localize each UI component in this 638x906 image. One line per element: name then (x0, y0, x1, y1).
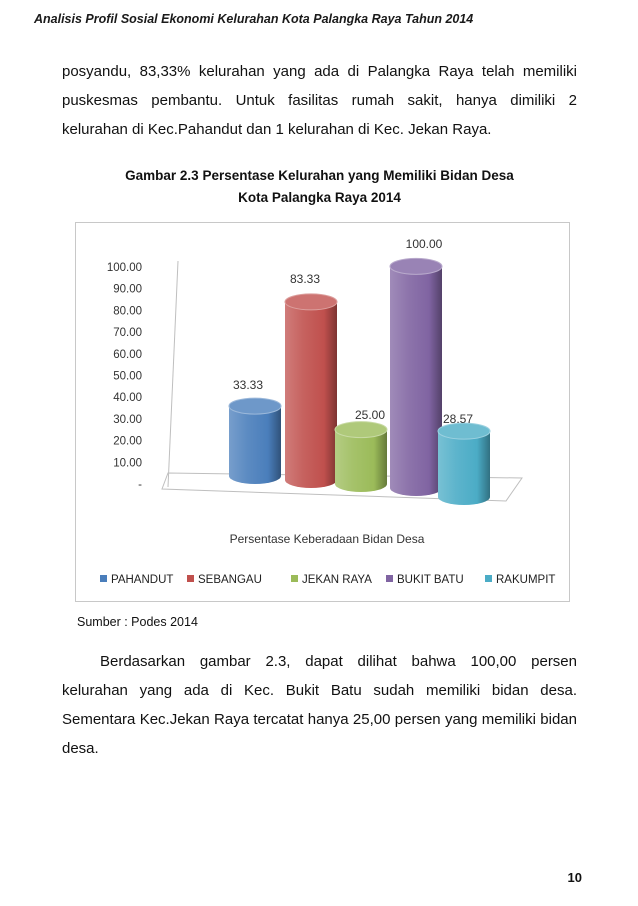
data-label: 25.00 (354, 408, 386, 422)
legend-swatch (291, 575, 298, 582)
data-label: 33.33 (232, 378, 264, 392)
data-label: 28.57 (442, 412, 474, 426)
y-tick-label: 30.00 (113, 413, 142, 426)
y-tick-label: 100.00 (106, 262, 142, 274)
paragraph-line: posyandu, 83,33% kelurahan yang ada di Palangka Raya telah memiliki (62, 63, 577, 80)
legend-label: SEBANGAU (198, 574, 262, 586)
legend-swatch (100, 575, 107, 582)
paragraph-line: Berdasarkan gambar 2.3, dapat dilihat bahwa 100,00 persen (100, 653, 577, 670)
y-tick-label: 70.00 (113, 327, 142, 340)
paragraph-line: kelurahan di Kec.Pahandut dan 1 kelurahan di Kec. Jekan Raya. (62, 121, 492, 138)
bar-top (285, 294, 337, 310)
figure-caption-line2: Kota Palangka Raya 2014 (238, 190, 401, 205)
legend-swatch (187, 575, 194, 582)
figure-source: Sumber : Podes 2014 (77, 615, 198, 629)
bar-top (229, 398, 281, 414)
legend-label: JEKAN RAYA (302, 574, 372, 586)
figure-caption (62, 165, 577, 209)
data-label: 100.00 (405, 237, 443, 251)
y-axis-line (168, 261, 178, 487)
paragraph-line: puskesmas pembantu. Untuk fasilitas rumah sakit, hanya dimiliki 2 (62, 92, 577, 109)
y-tick-label: 90.00 (113, 283, 142, 296)
data-label: 83.33 (289, 272, 321, 286)
y-tick-label: 60.00 (113, 348, 142, 361)
paragraph-line: desa. (62, 740, 99, 757)
bar-rakumpit (438, 431, 490, 505)
paragraph-facilities (62, 57, 577, 144)
legend-swatch (485, 575, 492, 582)
y-tick-label: 20.00 (113, 435, 142, 448)
y-tick-label: - (138, 479, 142, 491)
paragraph-analysis (62, 647, 577, 763)
legend-label: BUKIT BATU (397, 574, 464, 586)
bar-top (335, 422, 387, 438)
bar-sebangau (285, 302, 337, 488)
bar-pahandut (229, 406, 281, 484)
y-tick-label: 50.00 (113, 370, 142, 383)
bar-jekan-raya (335, 430, 387, 492)
y-tick-label: 10.00 (113, 457, 142, 470)
page-header: Analisis Profil Sosial Ekonomi Kelurahan Kota Palangka Raya Tahun 2014 (34, 12, 474, 26)
y-tick-label: 40.00 (113, 392, 142, 405)
paragraph-line: kelurahan yang ada di Kec. Bukit Batu sudah memiliki bidan desa. (62, 682, 577, 699)
figure-caption-line1: Gambar 2.3 Persentase Kelurahan yang Memiliki Bidan Desa (125, 168, 514, 183)
legend-label: PAHANDUT (111, 574, 174, 586)
y-tick-label: 80.00 (113, 305, 142, 318)
page-number: 10 (567, 870, 582, 885)
bar-bukit-batu (390, 266, 442, 496)
bar-chart (75, 222, 570, 602)
bar-top (390, 258, 442, 274)
legend-swatch (386, 575, 393, 582)
paragraph-line: Sementara Kec.Jekan Raya tercatat hanya 25,00 persen yang memiliki bidan (62, 711, 577, 728)
legend-label: RAKUMPIT (496, 574, 556, 586)
x-axis-title: Persentase Keberadaan Bidan Desa (229, 532, 425, 546)
chart-canvas (76, 223, 569, 601)
